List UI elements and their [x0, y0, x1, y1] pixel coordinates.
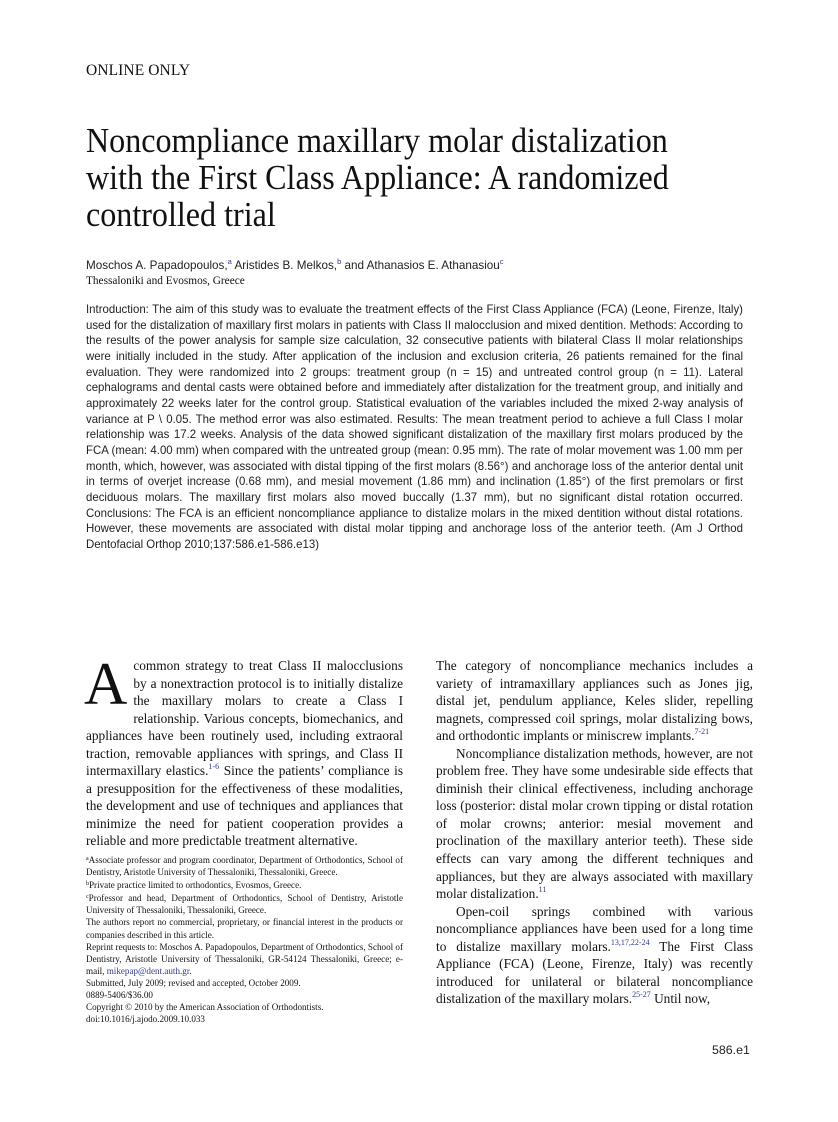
author-location: Thessaloniki and Evosmos, Greece	[86, 275, 245, 287]
affiliation-mark[interactable]: b	[337, 257, 342, 266]
body-column-right	[436, 657, 753, 1008]
author-name: and Athanasios E. Athanasiou	[344, 259, 500, 272]
author-name: Aristides B. Melkos,	[234, 259, 338, 272]
paragraph-text: The category of noncompliance mechanics includes a variety of intramaxillary appliances such as Jones jig, distal jet, pendulum appliance, Keles slider, repelling magnets, compressed coil springs, molar distalizing bows, and orthodontic implants or miniscrew implants.	[436, 658, 753, 744]
affiliation-mark[interactable]: c	[499, 257, 504, 266]
body-paragraph	[436, 657, 753, 745]
footnote-affiliation-a: $^a$Associate professor and program coordinator, Department of Orthodontics, School of Dentistry, Aristotle University of Thessaloniki, Thessaloniki, Greece.	[86, 855, 403, 878]
paragraph-text: Noncompliance distalization methods, however, are not problem free. They have some undesirable side effects that diminish their clinical effectiveness, including anchorage loss (posterior: distal molar crown tipping or distal rotation of molar crowns; anterior: mesial movement and proclination of the maxillary anterior teeth). These side effects can vary among the different techniques and appliances, but they are always associated with maxillary molar distalization.	[436, 745, 753, 902]
drop-cap: A	[84, 651, 128, 717]
author-list	[86, 257, 504, 272]
footnote-copyright: Copyright © 2010 by the American Association of Orthodontists.	[86, 1002, 324, 1013]
title-line: controlled trial	[86, 196, 276, 234]
reference-link[interactable]: 25-27	[632, 990, 651, 1000]
article-title	[86, 123, 718, 234]
footnote-disclosure: The authors report no commercial, proprietary, or financial interest in the products or companies described in this article.	[86, 917, 403, 940]
email-link[interactable]: mikepap@dent.auth.gr	[106, 965, 190, 976]
paragraph-text: Until now,	[650, 991, 711, 1007]
body-paragraph	[436, 903, 753, 1008]
abstract: Introduction: The aim of this study was to evaluate the treatment effects of the First Class Appliance (FCA) (Leone, Firenze, Italy) used for the distalization of maxillary first molars in patients with Class II malocclusion and mixed dentition. Methods: According to the results of the power analysis for sample size calculation, 32 consecutive patients with bilateral Class II molar relationships were initially included in the study. After application of the inclusion and exclusion criteria, 26 patients remained for the final evaluation. They were randomized into 2 groups: treatment group (n = 15) and untreated control group (n = 11). Lateral cephalograms and dental casts were obtained before and immediately after distalization for the treatment group, and initially and approximately 22 weeks later for the control group. Statistical evaluation of the variables included the mixed 2-way analysis of variance at P \ 0.05. The method error was also estimated. Results: The mean treatment period to achieve a full Class I molar relationship was 17.2 weeks. Analysis of the data showed significant distalization of the maxillary first molars produced by the FCA (mean: 4.00 mm) when compared with the untreated group (mean: 0.95 mm). The rate of molar movement was 1.00 mm per month, which, however, was associated with distal tipping of the first molars (8.56°) and anchorage loss of the anterior dental unit in terms of overjet increase (0.68 mm), and mesial movement (1.86 mm) and inclination (1.85°) of the first premolars or first deciduous molars. The maxillary first molars also moved buccally (1.37 mm), but no significant distal rotation occurred. Conclusions: The FCA is an efficient noncompliance appliance to distalize molars in the mixed dentition without distal rotations. However, these movements are associated with distal molar tipping and anchorage loss of the anterior teeth. (Am J Orthod Dentofacial Orthop 2010;137:586.e1-586.e13)	[86, 303, 743, 551]
title-line: with the First Class Appliance: A randomized	[86, 159, 669, 197]
footnotes	[86, 853, 403, 1025]
paragraph-text: Open-coil springs combined with various noncompliance appliances have been used for a long time to distalize maxillary molars.	[436, 903, 753, 954]
footnote-doi: doi:10.1016/j.ajodo.2009.10.033	[86, 1014, 205, 1025]
author-name: Moschos A. Papadopoulos,	[86, 259, 228, 272]
body-paragraph	[436, 745, 753, 903]
title-line: Noncompliance maxillary molar distalization	[86, 122, 668, 160]
footnote-reprint: Reprint requests to: Moschos A. Papadopoulos, Department of Orthodontics, School of Dentistry, Aristotle University of Thessaloniki, GR-54124 Thessaloniki, Greece; e-mail, mikepap@dent.auth.gr.	[86, 941, 403, 976]
paragraph-text: The First Class Appliance (FCA) (Leone, Firenze, Italy) was recently introduced for unilateral or bilateral noncompliance distalization of the maxillary molars.	[436, 938, 753, 1007]
footnote-submitted: Submitted, July 2009; revised and accepted, October 2009.	[86, 977, 301, 988]
reference-link[interactable]: 1-6	[208, 762, 220, 772]
section-label: ONLINE ONLY	[86, 62, 191, 79]
footnote-affiliation-c: $^c$Professor and head, Department of Orthodontics, School of Dentistry, Aristotle University of Thessaloniki, Thessaloniki, Greece.	[86, 893, 403, 916]
body-paragraph	[84, 651, 404, 850]
paragraph-text: common strategy to treat Class II malocclusions by a nonextraction protocol is to initially distalize the maxillary molars to create a Class I relationship. Various concepts, biomechanics, and appliances have been routinely used, including extraoral traction, removable appliances with springs, and Class II intermaxillary elastics.	[86, 658, 403, 779]
reference-link[interactable]: 11	[538, 885, 547, 895]
footnote-issn: 0889-5406/$36.00	[86, 990, 153, 1001]
footnote-affiliation-b: $^b$Private practice limited to orthodontics, Evosmos, Greece.	[86, 880, 302, 891]
page-number: 586.e1	[712, 1043, 750, 1057]
body-column-left	[84, 651, 404, 850]
affiliation-mark[interactable]: a	[227, 257, 232, 266]
reference-link[interactable]: 7-21	[694, 727, 710, 737]
reference-link[interactable]: 13,17,22-24	[610, 937, 650, 947]
paragraph-text: Since the patients’ compliance is a presupposition for the effectiveness of these modalities, the development and use of techniques and appliances that minimize the need for patient cooperation provides a reliable and more predictable treatment alternative.	[86, 763, 404, 849]
